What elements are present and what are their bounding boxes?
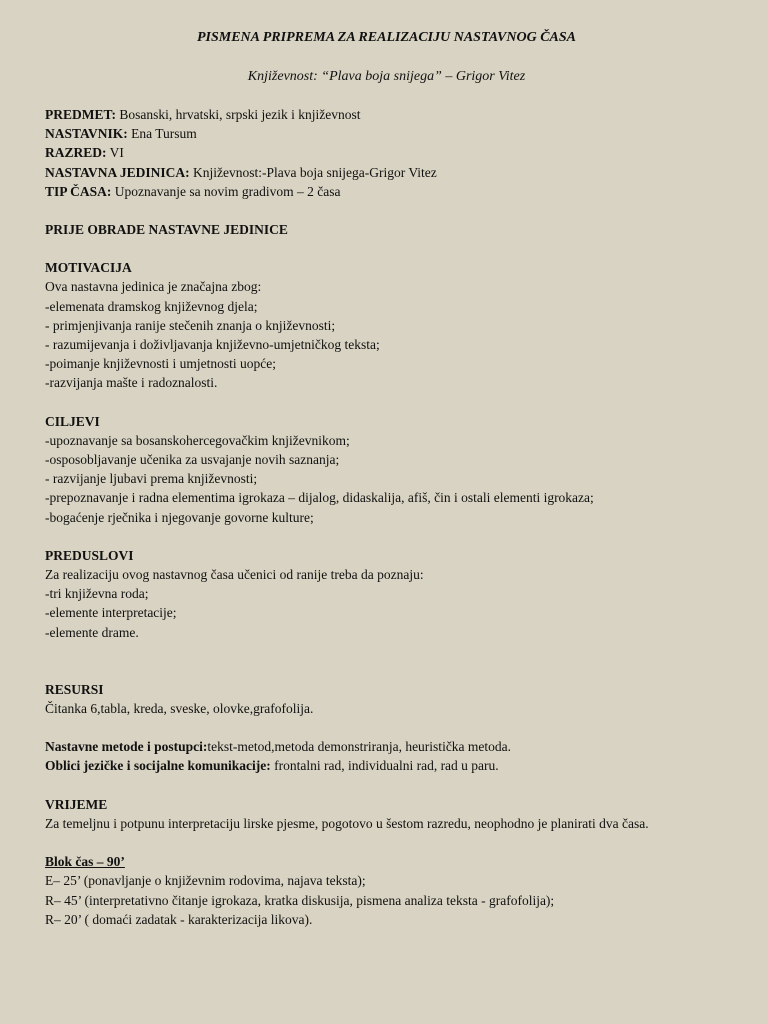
metode-value: tekst-metod,metoda demonstriranja, heuristička metoda. bbox=[207, 739, 512, 755]
info-razred bbox=[45, 143, 728, 162]
oblici-label: Oblici jezičke i socijalne komunikacije: bbox=[45, 758, 271, 774]
list-item: -upoznavanje sa bosanskohercegovačkim književnikom; bbox=[45, 432, 350, 448]
info-value: Književnost:-Plava boja snijega-Grigor Vitez bbox=[189, 164, 437, 180]
list-item: -elemente drame. bbox=[45, 624, 139, 640]
section-heading: CILJEVI bbox=[45, 413, 100, 429]
info-value: Ena Tursum bbox=[127, 126, 197, 142]
list-item: - razvijanje ljubavi prema književnosti; bbox=[45, 471, 258, 487]
oblici-value: frontalni rad, individualni rad, rad u paru. bbox=[270, 758, 499, 774]
info-label: NASTAVNIK: bbox=[45, 126, 128, 142]
info-value: Bosanski, hrvatski, srpski jezik i književnost bbox=[116, 107, 361, 122]
section-heading: VRIJEME bbox=[45, 796, 108, 812]
list-item: -elemente interpretacije; bbox=[45, 605, 177, 621]
list-item: Ova nastavna jedinica je značajna zbog: bbox=[45, 279, 262, 295]
section-heading: MOTIVACIJA bbox=[45, 260, 132, 276]
metode-label: Nastavne metode i postupci: bbox=[45, 739, 208, 755]
info-block bbox=[45, 105, 728, 201]
nastavne-metode bbox=[45, 737, 728, 756]
info-tip-casa bbox=[45, 182, 728, 201]
oblici-komunikacije bbox=[45, 756, 728, 775]
resursi-text: Čitanka 6,tabla, kreda, sveske, olovke,grafofolija. bbox=[45, 701, 314, 717]
section-ciljevi bbox=[45, 412, 728, 527]
section-heading: RESURSI bbox=[45, 681, 104, 697]
list-item: E– 25’ (ponavljanje o književnim rodovima, najava teksta); bbox=[45, 873, 366, 889]
list-item: R– 45’ (interpretativno čitanje igrokaza, kratka diskusija, pismena analiza teksta - grafofolija); bbox=[45, 892, 555, 908]
info-label: NASTAVNA JEDINICA: bbox=[45, 164, 190, 180]
section-preduslovi bbox=[45, 546, 728, 642]
section-blok-cas bbox=[45, 852, 728, 929]
info-label: PREDMET: bbox=[45, 107, 116, 122]
info-predmet bbox=[45, 105, 728, 124]
list-item: Za realizaciju ovog nastavnog časa učenici od ranije treba da poznaju: bbox=[45, 567, 424, 583]
section-heading: Blok čas – 90’ bbox=[45, 854, 125, 870]
list-item: -poimanje književnosti i umjetnosti uopće; bbox=[45, 356, 276, 372]
section-heading: PREDUSLOVI bbox=[45, 547, 134, 563]
list-item: -bogaćenje rječnika i njegovanje govorne kulture; bbox=[45, 509, 314, 525]
prije-heading: PRIJE OBRADE NASTAVNE JEDINICE bbox=[45, 222, 288, 238]
info-nastavnik bbox=[45, 124, 728, 143]
list-item: - razumijevanja i doživljavanja književno-umjetničkog teksta; bbox=[45, 337, 380, 353]
section-resursi bbox=[45, 680, 728, 718]
list-item: R– 20’ ( domaći zadatak - karakterizacija likova). bbox=[45, 911, 313, 927]
info-label: TIP ČASA: bbox=[45, 183, 112, 199]
list-item: - primjenjivanja ranije stečenih znanja o književnosti; bbox=[45, 317, 336, 333]
info-value: Upoznavanje sa novim gradivom – 2 časa bbox=[111, 183, 341, 199]
info-label: RAZRED: bbox=[45, 145, 107, 161]
info-value: VI bbox=[106, 145, 124, 161]
list-item: -razvijanja mašte i radoznalosti. bbox=[45, 375, 218, 391]
section-motivacija bbox=[45, 258, 728, 392]
list-item: -elemenata dramskog književnog djela; bbox=[45, 298, 258, 314]
list-item: -osposobljavanje učenika za usvajanje novih saznanja; bbox=[45, 452, 340, 468]
vrijeme-text: Za temeljnu i potpunu interpretaciju lirske pjesme, pogotovo u šestom razredu, neophodno je planirati dva časa. bbox=[45, 815, 649, 831]
list-item: -tri književna roda; bbox=[45, 586, 149, 602]
list-item: -prepoznavanje i radna elementima igrokaza – dijalog, didaskalija, afiš, čin i ostali elementi igrokaza; bbox=[45, 490, 594, 506]
document-subtitle: Književnost: “Plava boja snijega” – Grigor Vitez bbox=[247, 69, 526, 84]
document-title: PISMENA PRIPREMA ZA REALIZACIJU NASTAVNOG ČASA bbox=[196, 30, 577, 45]
info-nastavna-jedinica bbox=[45, 163, 728, 182]
section-vrijeme bbox=[45, 795, 728, 833]
